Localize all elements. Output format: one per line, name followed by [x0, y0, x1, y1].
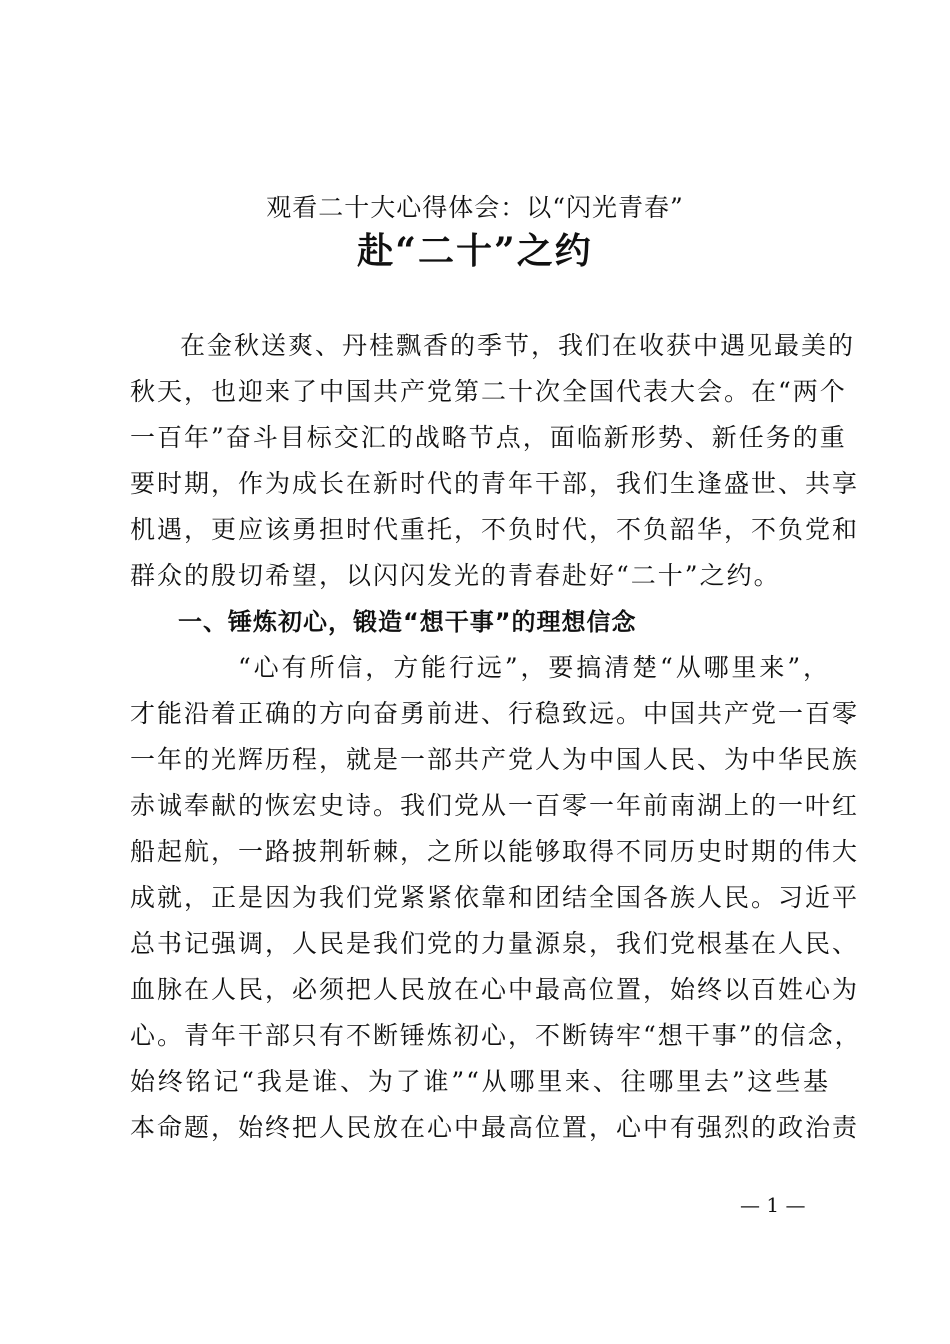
- section-heading: 一、锤炼初心，锻造“想干事”的理想信念: [178, 608, 637, 636]
- paragraph-line: 赤诚奉献的恢宏史诗。我们党从一百零一年前南湖上的一叶红: [130, 791, 860, 820]
- paragraph-line: 船起航，一路披荆斩棘，之所以能够取得不同历史时期的伟大: [130, 837, 860, 866]
- paragraph-line: 在金秋送爽、丹桂飘香的季节，我们在收获中遇见最美的: [180, 331, 856, 360]
- paragraph-line: 群众的殷切希望，以闪闪发光的青春赴好“二十”之约。: [130, 561, 781, 590]
- paragraph-line: 秋天，也迎来了中国共产党第二十次全国代表大会。在“两个: [130, 377, 847, 406]
- paragraph-line: “心有所信，方能行远”，要搞清楚“从哪里来”，: [238, 653, 830, 682]
- paragraph-line: 本命题，始终把人民放在心中最高位置，心中有强烈的政治责: [130, 1113, 860, 1142]
- paragraph-line: 血脉在人民，必须把人民放在心中最高位置，始终以百姓心为: [130, 975, 860, 1004]
- paragraph-line: 心。青年干部只有不断锤炼初心，不断铸牢“想干事”的信念，: [130, 1021, 862, 1050]
- paragraph-line: 机遇，更应该勇担时代重托，不负时代，不负韶华，不负党和: [130, 515, 860, 544]
- document-subtitle: 观看二十大心得体会：以“闪光青春”: [266, 193, 684, 222]
- paragraph-line: 总书记强调，人民是我们党的力量源泉，我们党根基在人民、: [130, 929, 860, 958]
- paragraph-line: 始终铭记“我是谁、为了谁”“从哪里来、往哪里去”这些基: [130, 1067, 830, 1096]
- paragraph-line: 才能沿着正确的方向奋勇前进、行稳致远。中国共产党一百零: [130, 699, 860, 728]
- paragraph-line: 一年的光辉历程，就是一部共产党人为中国人民、为中华民族: [130, 745, 860, 774]
- paragraph-line: 要时期，作为成长在新时代的青年干部，我们生逢盛世、共享: [130, 469, 860, 498]
- paragraph-line: 一百年”奋斗目标交汇的战略节点，面临新形势、新任务的重: [130, 423, 847, 452]
- page-number: — 1 —: [740, 1193, 806, 1217]
- paragraph-line: 成就，正是因为我们党紧紧依靠和团结全国各族人民。习近平: [130, 883, 860, 912]
- document-title: 赴“二十”之约: [357, 230, 593, 272]
